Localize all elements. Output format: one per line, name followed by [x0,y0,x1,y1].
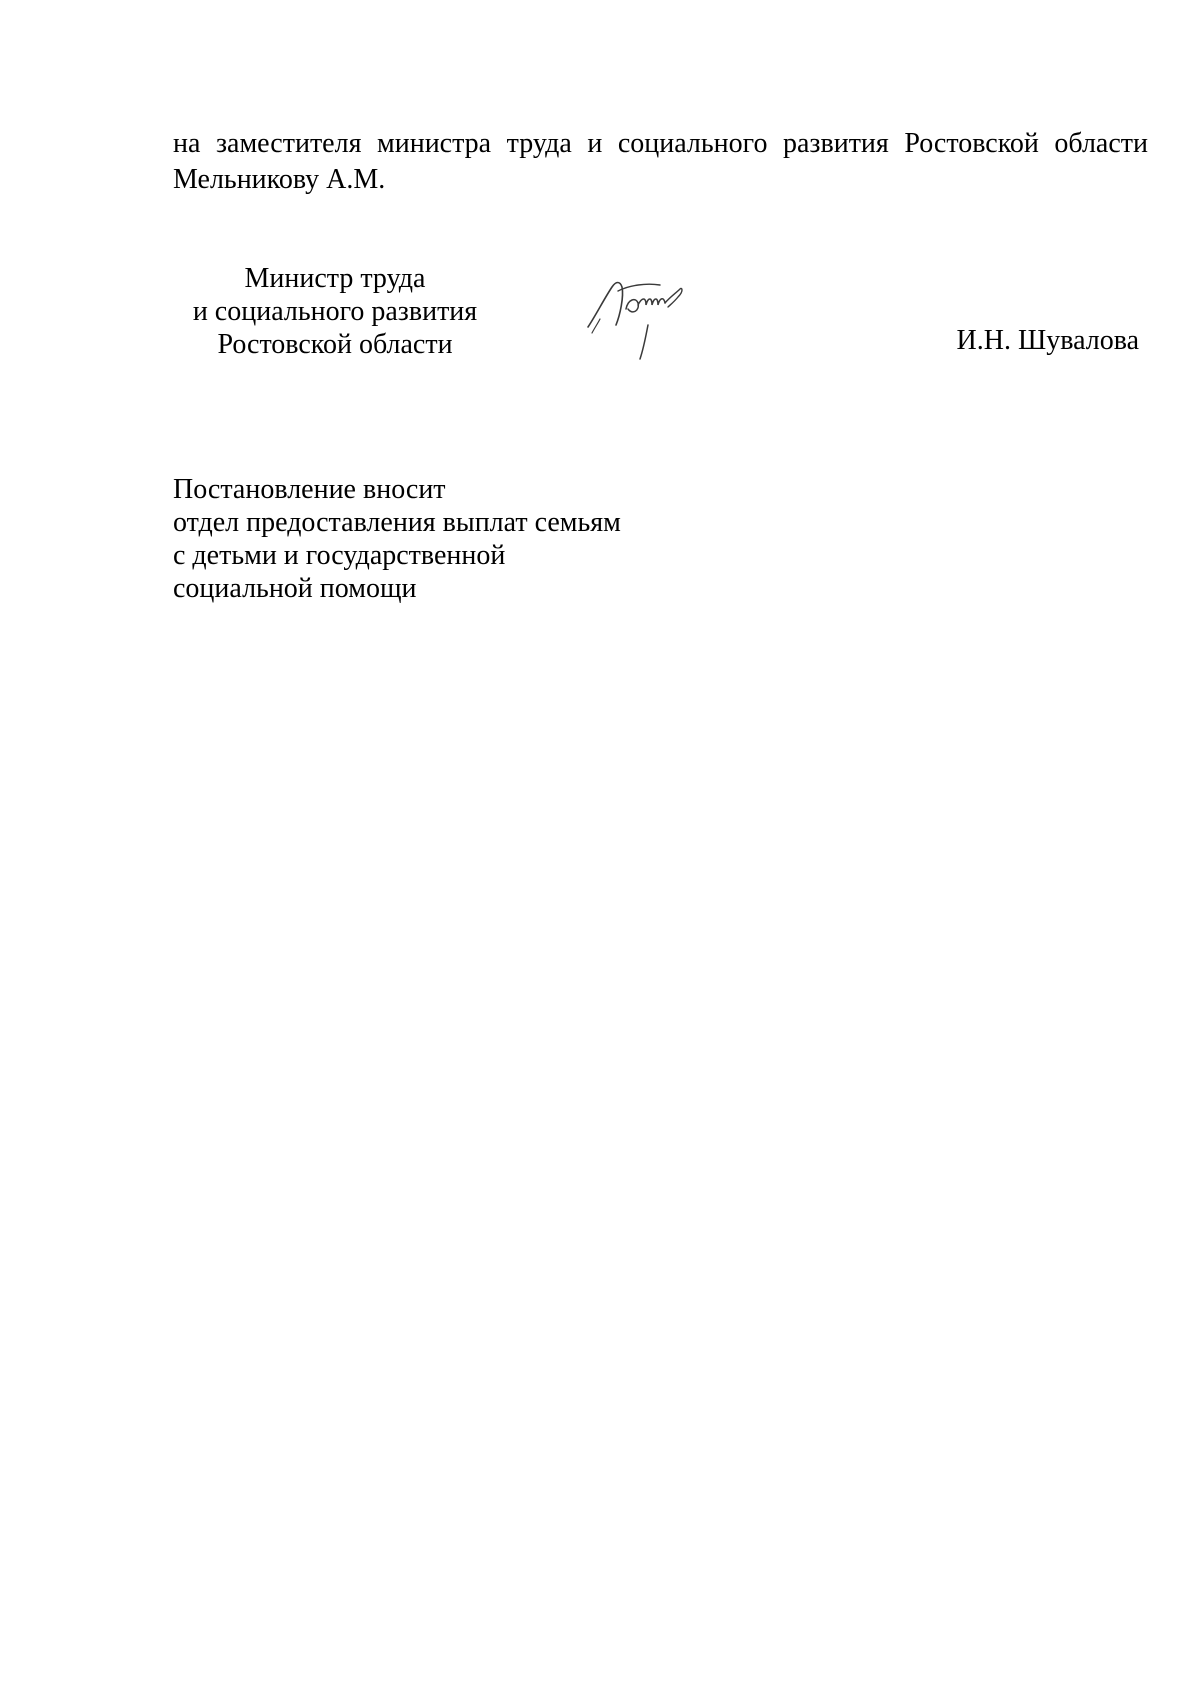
signer-position-line-1: Министр труда [244,263,426,294]
submitter-note [173,473,733,605]
submitter-note-line-2: отдел предоставления выплат семьям [173,507,621,538]
body-paragraph-line-2: Мельникову А.М. [173,164,386,195]
signer-position-line-3: Ростовской области [217,329,453,360]
submitter-note-line-3: с детьми и государственной [173,540,506,571]
handwritten-signature [580,275,730,385]
submitter-note-line-4: социальной помощи [173,573,417,604]
body-paragraph [173,126,1148,198]
signer-name: И.Н. Шувалова [956,325,1139,356]
signer-position-line-2: и социального развития [192,296,478,327]
signer-position [185,262,485,361]
submitter-note-line-1: Постановление вносит [173,474,446,505]
body-paragraph-line-1: на заместителя министра труда и социального развития Ростовской области [173,128,1148,159]
